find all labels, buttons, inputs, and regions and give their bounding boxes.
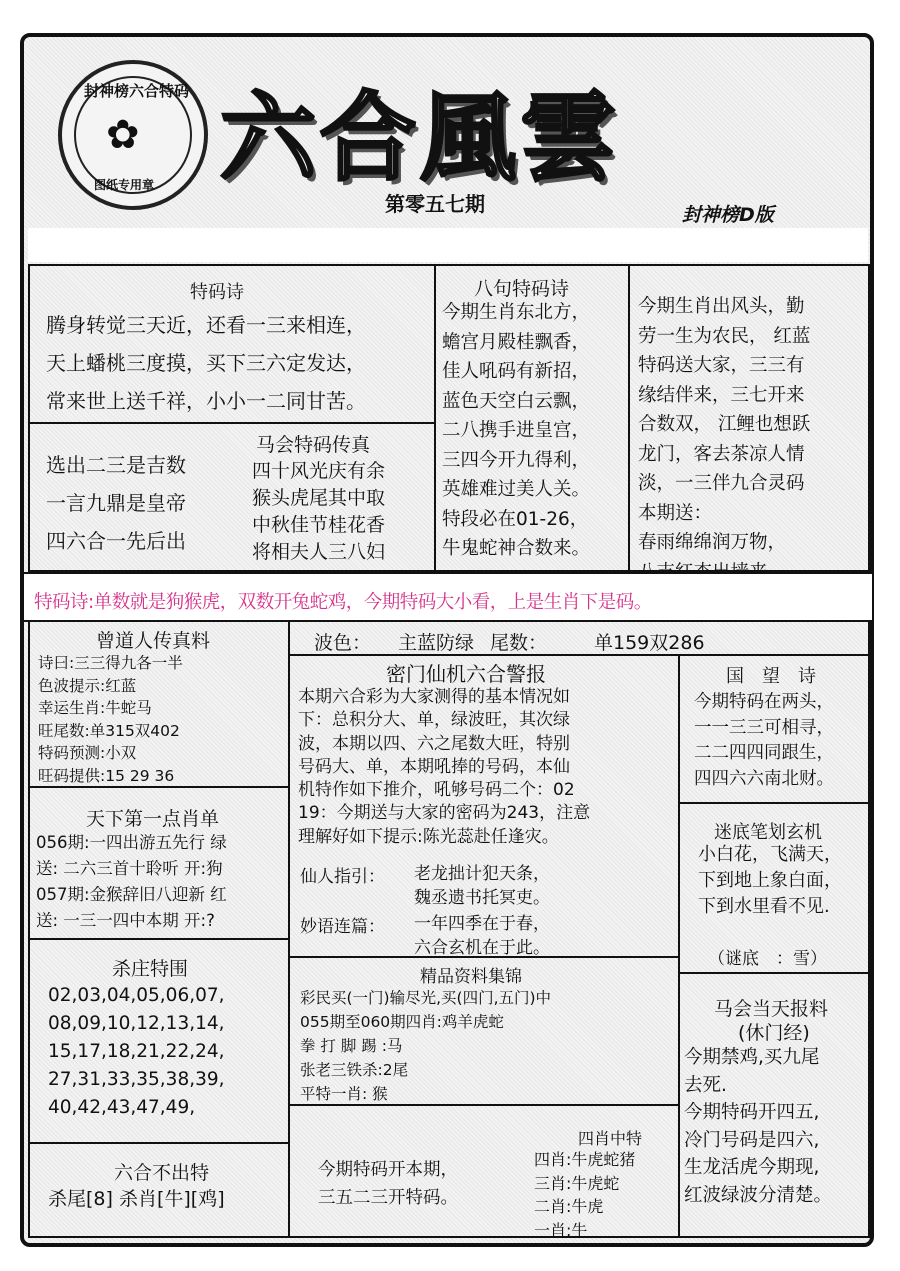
guide-lines [414,862,550,910]
eight-line: 佳人吼码有新招， [442,361,591,382]
no-special-title: 六合不出特 [114,1162,210,1184]
riddle-line: 小白花，飞满天， [698,844,842,865]
eight-line: 英雄难过美人关。 [442,479,591,500]
banner-box [24,572,872,622]
issue-number: 第零五七期 [385,192,485,216]
tianxia-box [28,786,290,940]
eight-line: 二八携手进皇宫， [442,420,591,441]
bottom-middle-box [288,1104,680,1238]
guide-line: 魏丞遗书托冥吏。 [414,888,550,908]
guowang-line: 今期特码在两头， [694,692,834,712]
kill-box [28,938,290,1144]
riddle-title: 迷底笔划玄机 [714,822,822,843]
right-poem-line: 缘结伴来，三七开来 [638,384,805,406]
poem-title: 特码诗 [190,282,244,303]
banner-text: 特码诗:单数就是狗猴虎，双数开兔蛇鸡，今期特码大小看，上是生肖下是码。 [34,592,652,613]
secret-line: 机特作如下推介，吼够号码二个：02 [298,780,575,801]
kill-line: 40,42,43,47,49, [48,1097,196,1118]
tianxia-lines [36,830,227,934]
jingpin-line: 平特一肖: 猴 [300,1085,388,1103]
eight-lines-box [434,264,630,572]
jingpin-lines [300,986,551,1106]
right-poem-line: 特码送大家，三三有 [638,355,805,376]
guowang-line: 四四六六南北财。 [694,768,834,789]
eight-line: 蟾宫月殿桂飘香， [442,331,591,353]
zeng-lines [38,652,183,787]
poem-line: 腾身转觉三天近，还看一三来相连， [46,313,366,337]
mahui-today-line: 生龙活虎今期现, [684,1157,820,1178]
four-xiao-line: 二肖:牛虎 [534,1197,604,1216]
mahui-today-line: 红波绿波分清楚。 [684,1184,833,1206]
poem-box [28,264,436,424]
tail-value: 单159双286 [594,632,705,654]
mahui-today-line: 今期禁鸡,买九尾 [684,1047,820,1068]
secret-line: 19：今期送与大家的密码为243，注意 [298,803,591,824]
edition-label: 封神榜D版 [682,204,774,226]
mahui-fax-line: 将相夫人三八妇 [252,541,386,563]
guide-line: 老龙拙计犯天条， [414,864,550,884]
seal-stamp [58,60,208,210]
lucky-lines [46,446,186,560]
four-xiao-line: 一肖:牛 [534,1220,588,1240]
seal-text: 封神榜六合特码 [84,82,190,100]
kill-line: 15,17,18,21,22,24, [48,1041,225,1062]
zeng-line: 幸运生肖:牛蛇马 [38,699,152,717]
this-issue-line: 三五二三开特码。 [318,1188,458,1208]
right-poem-line: 今期生肖出风头，勤 [638,296,805,317]
mahui-fax-line: 四十风光庆有余 [252,460,386,482]
riddle-line: 下到地上象白面， [698,870,842,891]
mahui-today-line: 去死. [684,1074,727,1096]
mahui-today-box [678,972,870,1238]
four-xiao-line: 三肖:牛虎蛇 [534,1173,620,1193]
eight-lines-title: 八句特码诗 [474,278,570,300]
jingpin-title: 精品资料集锦 [420,967,522,987]
right-poem-line: 淡，一三伴九合灵码 [638,473,805,494]
mahui-today-lines [684,1044,832,1209]
four-xiao-line: 四肖:牛虎蛇猪 [534,1150,636,1169]
eight-line: 特段必在01-26， [442,508,589,530]
jingpin-line: 055期至060期四肖:鸡羊虎蛇 [300,1013,504,1031]
mahui-today-line: 冷门号码是四六, [684,1129,820,1151]
zeng-line: 旺码提供:15 29 36 [38,766,175,785]
kill-line: 27,31,33,35,38,39, [48,1069,225,1090]
kill-numbers [48,982,225,1122]
zeng-line: 色波提示:红蓝 [38,676,137,695]
right-poem-line: 春雨绵绵润万物， [638,532,787,553]
riddle-line: 下到水里看不见. [698,896,830,917]
tianxia-line: 送: 一三一四中本期 开:? [36,911,215,930]
riddle-box [678,802,870,974]
wonder-line: 一年四季在于春， [414,914,550,934]
secret-line: 理解好如下提示:陈光蕊赴任逢灾。 [298,826,559,847]
secret-line: 下：总积分大、单，绿波旺，其次绿 [298,710,570,731]
seal-bottom-text: 图纸专用章 [94,178,155,192]
secret-line: 本期六合彩为大家测得的基本情况如 [298,687,570,707]
wave-label: 波色： [314,632,372,654]
zeng-line: 诗曰:三三得九各一半 [38,654,183,672]
mahui-fax-title: 马会特码传真 [256,434,371,456]
eight-line: 三四今开九得利， [442,449,591,471]
guide-label: 仙人指引： [300,867,385,887]
guowang-line: 二二四四同跟生， [694,743,834,763]
right-poem-body [638,292,810,587]
tianxia-line: 057期:金猴辞旧八迎新 红 [36,885,227,904]
tianxia-title: 天下第一点肖单 [86,808,220,830]
no-special-line: 杀尾[8] 杀肖[牛][鸡] [48,1188,225,1210]
wave-box [288,620,870,656]
poem-line: 天上蟠桃三度摸，买下三六定发达， [46,351,366,375]
header-divider-strip [28,228,868,262]
eight-line: 牛鬼蛇神合数来。 [442,538,591,559]
kill-line: 08,09,10,12,13,14, [48,1013,225,1034]
four-xiao-title: 四肖中特 [578,1129,643,1148]
guowang-line: 一一三三可相寻， [694,717,834,738]
mahui-fax-line: 猴头虎尾其中取 [252,487,386,509]
tail-label: 尾数： [490,632,548,654]
secret-line: 波，本期以四、六之尾数大旺，特别 [298,733,570,754]
jingpin-line: 张老三铁杀:2尾 [300,1061,409,1079]
guowang-title: 国 望 诗 [726,666,816,687]
jingpin-line: 拳 打 脚 踢 :马 [300,1037,403,1055]
tianxia-line: 送: 二六三首十聆听 开:狗 [36,859,223,878]
mahui-today-line: 今期特码开四五, [684,1102,820,1123]
zeng-line: 旺尾数:单315双402 [38,721,180,740]
wave-value: 主蓝防绿 [398,632,475,654]
tianxia-line: 056期:一四出游五先行 绿 [36,833,227,852]
mahui-today-subtitle: (休门经) [738,1022,810,1044]
mahui-today-title: 马会当天报料 [714,998,829,1020]
four-xiao-lines [534,1148,635,1242]
this-issue-line: 今期特码开本期， [318,1160,458,1180]
right-poem-line: 本期送： [638,502,713,524]
eight-line: 今期生肖东北方， [442,302,591,323]
jingpin-line: 彩民买(一门)输尽光,买(四门,五门)中 [300,989,552,1007]
this-issue-lines [318,1156,458,1212]
eight-lines-body [442,298,590,564]
lucky-line: 一言九鼎是皇帝 [46,491,186,515]
eight-line: 蓝色天空白云飘， [442,390,591,412]
poem-line: 常来世上送千祥，小小一二同甘苦。 [46,389,366,413]
secret-body [298,686,590,849]
riddle-lines [698,842,842,920]
riddle-answer: （谜底 ：雪） [708,949,827,969]
secret-box [288,654,680,958]
right-poem-line: 龙门，客去茶凉人情 [638,443,805,465]
mahui-fax-lines [252,458,385,566]
zeng-title: 曾道人传真料 [96,630,211,652]
right-poem-line: 劳一生为农民， 红蓝 [638,325,811,347]
jingpin-box [288,956,680,1106]
right-poem-line: 合数双， 江鲤也想跃 [638,414,811,435]
zeng-line: 特码预测:小双 [38,744,137,762]
secret-line: 号码大、单，本期吼捧的号码，本仙 [298,756,570,777]
right-poem-box [628,264,870,572]
zeng-box [28,620,290,788]
guowang-box [678,654,870,804]
lucky-box [28,422,436,572]
wonder-line: 六合玄机在于此。 [414,938,550,958]
no-special-box [28,1142,290,1238]
kill-title: 杀庄特围 [112,958,189,980]
masthead-title: 六合風雲 [220,81,620,194]
mahui-fax-line: 中秋佳节桂花香 [252,514,386,536]
flower-emblem-icon: ✿ [106,112,140,158]
kill-line: 02,03,04,05,06,07, [48,985,225,1006]
lucky-line: 四六合一先后出 [46,529,186,553]
poem-lines [46,306,366,420]
lucky-line: 选出二三是吉数 [46,453,186,477]
wonder-lines [414,912,550,960]
guowang-lines [694,690,834,792]
wonder-label: 妙语连篇： [300,917,385,937]
secret-title: 密门仙机六合警报 [386,662,546,686]
